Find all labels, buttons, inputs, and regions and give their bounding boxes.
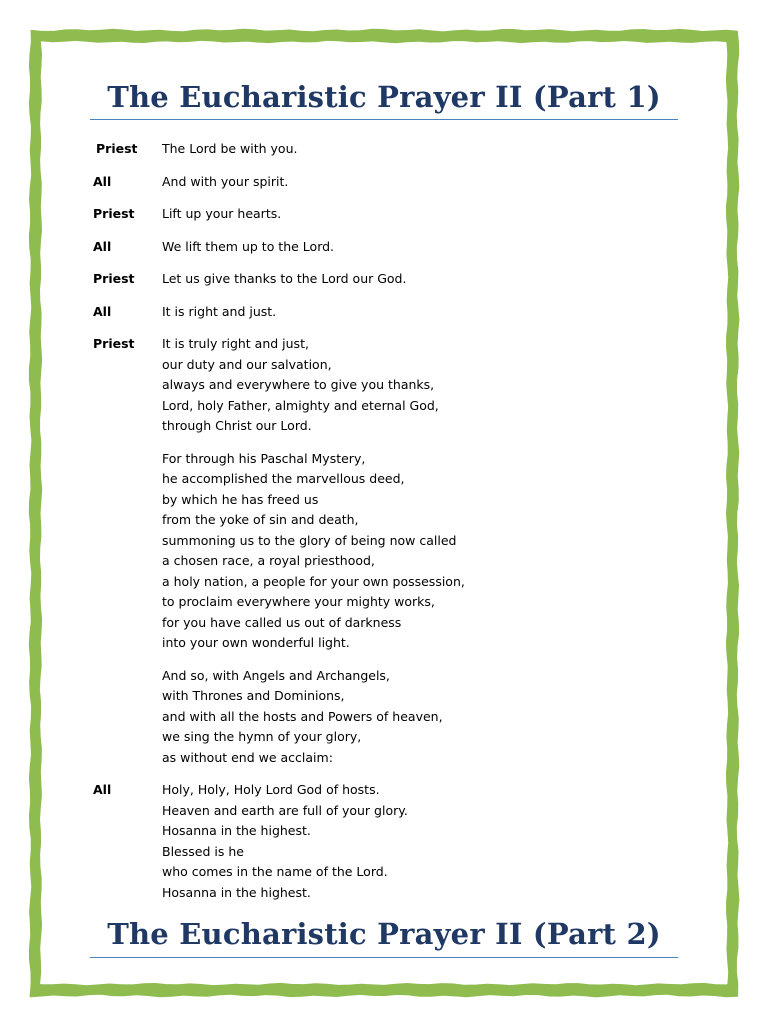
- text-line: Holy, Holy, Holy Lord God of hosts.: [162, 782, 380, 797]
- text-line: as without end we acclaim:: [162, 749, 333, 765]
- text-line: he accomplished the marvellous deed,: [162, 471, 405, 486]
- text-line: for you have called us out of darkness: [162, 614, 402, 630]
- text-line: It is truly right and just,: [162, 336, 309, 351]
- title-underline: [90, 119, 678, 120]
- text-line: It is right and just.: [162, 303, 277, 319]
- text-line: The Lord be with you.: [162, 141, 298, 156]
- dialogue-row: [90, 237, 678, 258]
- text-line: Hosanna in the highest.: [162, 823, 311, 838]
- dialogue-row: [90, 302, 678, 323]
- dialogue-row: [90, 334, 678, 768]
- text-line: We lift them up to the Lord.: [162, 238, 335, 254]
- text-line: Heaven and earth are full of your glory.: [162, 802, 408, 818]
- text-line: Let us give thanks to the Lord our God.: [162, 271, 407, 286]
- speaker-label: Priest: [93, 336, 135, 351]
- text-line: And with your spirit.: [162, 173, 289, 189]
- title-underline: [90, 957, 678, 958]
- text-line: And so, with Angels and Archangels,: [162, 667, 390, 683]
- response-text: [162, 334, 678, 768]
- speaker-label: Priest: [96, 141, 138, 156]
- text-line: with Thrones and Dominions,: [162, 688, 345, 703]
- text-line: a chosen race, a royal priesthood,: [162, 553, 375, 568]
- response-text: [162, 172, 678, 193]
- response-text: [162, 302, 678, 323]
- text-line: a holy nation, a people for your own possession,: [162, 573, 465, 589]
- dialogue-row: [90, 139, 678, 160]
- response-text: [162, 780, 678, 903]
- dialogue-row: [90, 780, 678, 903]
- text-line: our duty and our salvation,: [162, 356, 332, 372]
- text-line: who comes in the name of the Lord.: [162, 864, 388, 879]
- response-text: [162, 269, 678, 290]
- paragraph-gap: [162, 437, 678, 449]
- section-title-part-1: The Eucharistic Prayer II (Part 1): [107, 80, 661, 114]
- text-line: by which he has freed us: [162, 491, 319, 507]
- speaker-label: Priest: [93, 271, 135, 286]
- text-line: to proclaim everywhere your mighty works,: [162, 594, 435, 609]
- dialogue-row: [90, 204, 678, 225]
- response-text: [162, 139, 678, 160]
- speaker-label: All: [93, 303, 112, 319]
- speaker-label: All: [93, 238, 112, 254]
- text-line: For through his Paschal Mystery,: [162, 450, 366, 466]
- text-line: and with all the hosts and Powers of heaven,: [162, 708, 443, 724]
- section-title-part-2: The Eucharistic Prayer II (Part 2): [107, 917, 661, 951]
- text-line: through Christ our Lord.: [162, 418, 312, 433]
- dialogue-row: [90, 269, 678, 290]
- text-line: we sing the hymn of your glory,: [162, 729, 362, 744]
- response-text: [162, 237, 678, 258]
- speaker-label: Priest: [93, 206, 135, 221]
- text-line: summoning us to the glory of being now called: [162, 532, 457, 548]
- text-line: always and everywhere to give you thanks,: [162, 377, 435, 392]
- text-line: from the yoke of sin and death,: [162, 512, 359, 527]
- dialogue-list: [90, 139, 678, 915]
- text-line: Lift up your hearts.: [162, 206, 282, 221]
- speaker-label: All: [93, 173, 112, 189]
- speaker-label: All: [93, 782, 112, 797]
- text-line: Blessed is he: [162, 843, 244, 859]
- text-line: Hosanna in the highest.: [162, 884, 311, 900]
- text-line: Lord, holy Father, almighty and eternal God,: [162, 397, 439, 413]
- dialogue-row: [90, 172, 678, 193]
- paragraph-gap: [162, 654, 678, 666]
- text-line: into your own wonderful light.: [162, 635, 350, 650]
- response-text: [162, 204, 678, 225]
